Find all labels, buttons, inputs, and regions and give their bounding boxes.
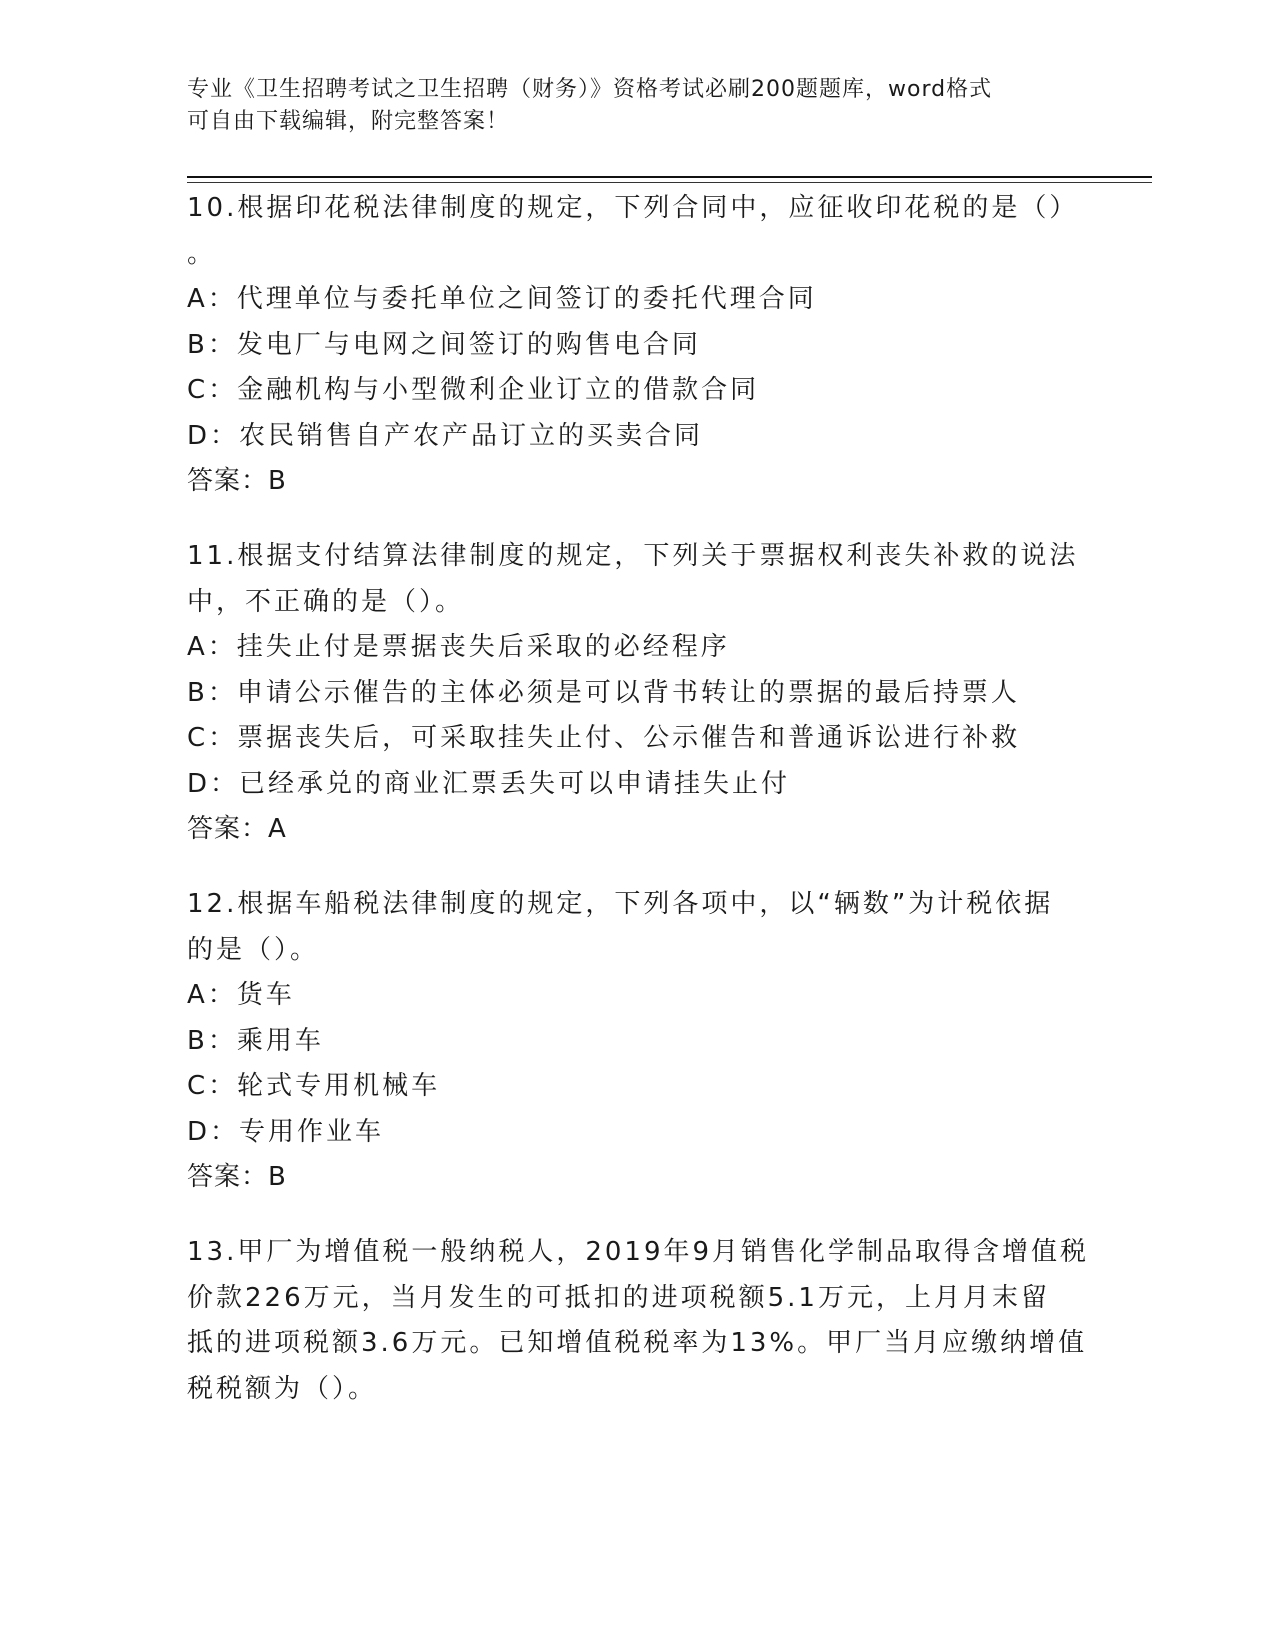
question-stem-line: 11.根据支付结算法律制度的规定，下列关于票据权利丧失补救的说法: [187, 541, 1079, 571]
option-c: C：票据丧失后，可采取挂失止付、公示催告和普通诉讼进行补救: [187, 723, 1021, 753]
header-line-1: 专业《卫生招聘考试之卫生招聘（财务）》资格考试必刷200题题库，word格式: [187, 77, 993, 102]
question-13: [187, 1230, 1090, 1412]
option-d: D：已经承兑的商业汇票丢失可以申请挂失止付: [187, 768, 791, 799]
option-c: C：轮式专用机械车: [187, 1071, 441, 1101]
question-stem-line: 13.甲厂为增值税一般纳税人，2019年9月销售化学制品取得含增值税: [187, 1237, 1090, 1267]
question-stem-line: 税税额为（）。: [187, 1373, 378, 1404]
answer-label: 答案：A: [187, 814, 287, 844]
option-b: B：申请公示催告的主体必须是可以背书转让的票据的最后持票人: [187, 677, 1020, 708]
option-a: A：货车: [187, 980, 295, 1010]
question-stem-line: 的是（）。: [187, 934, 320, 965]
answer-label: 答案：B: [187, 1162, 287, 1192]
option-a: A：挂失止付是票据丧失后采取的必经程序: [187, 632, 730, 662]
option-d: D：专用作业车: [187, 1116, 385, 1147]
question-stem-line: 10.根据印花税法律制度的规定，下列合同中，应征收印花税的是（）: [187, 193, 1079, 223]
option-d: D：农民销售自产农产品订立的买卖合同: [187, 420, 704, 451]
header-divider-thick: [187, 176, 1152, 178]
document-header: [187, 74, 1067, 138]
question-12: [187, 882, 1087, 1201]
header-divider-thin: [187, 182, 1152, 183]
question-stem-line: 。: [187, 238, 217, 269]
question-11: [187, 534, 1087, 853]
option-c: C：金融机构与小型微利企业订立的借款合同: [187, 375, 760, 405]
question-stem-line: 抵的进项税额3.6万元。已知增值税税率为13%。甲厂当月应缴纳增值: [187, 1328, 1088, 1358]
question-stem-line: 12.根据车船税法律制度的规定，下列各项中，以“辆数”为计税依据: [187, 889, 1054, 919]
option-b: B：发电厂与电网之间签订的购售电合同: [187, 329, 701, 360]
question-stem-line: 中，不正确的是（）。: [187, 586, 465, 617]
option-b: B：乘用车: [187, 1025, 324, 1056]
answer-label: 答案：B: [187, 466, 287, 496]
option-a: A：代理单位与委托单位之间签订的委托代理合同: [187, 284, 817, 314]
question-10: [187, 186, 1087, 505]
question-stem-line: 价款226万元，当月发生的可抵扣的进项税额5.1万元，上月月末留: [187, 1282, 1050, 1313]
header-line-2: 可自由下载编辑，附完整答案！: [187, 109, 510, 134]
